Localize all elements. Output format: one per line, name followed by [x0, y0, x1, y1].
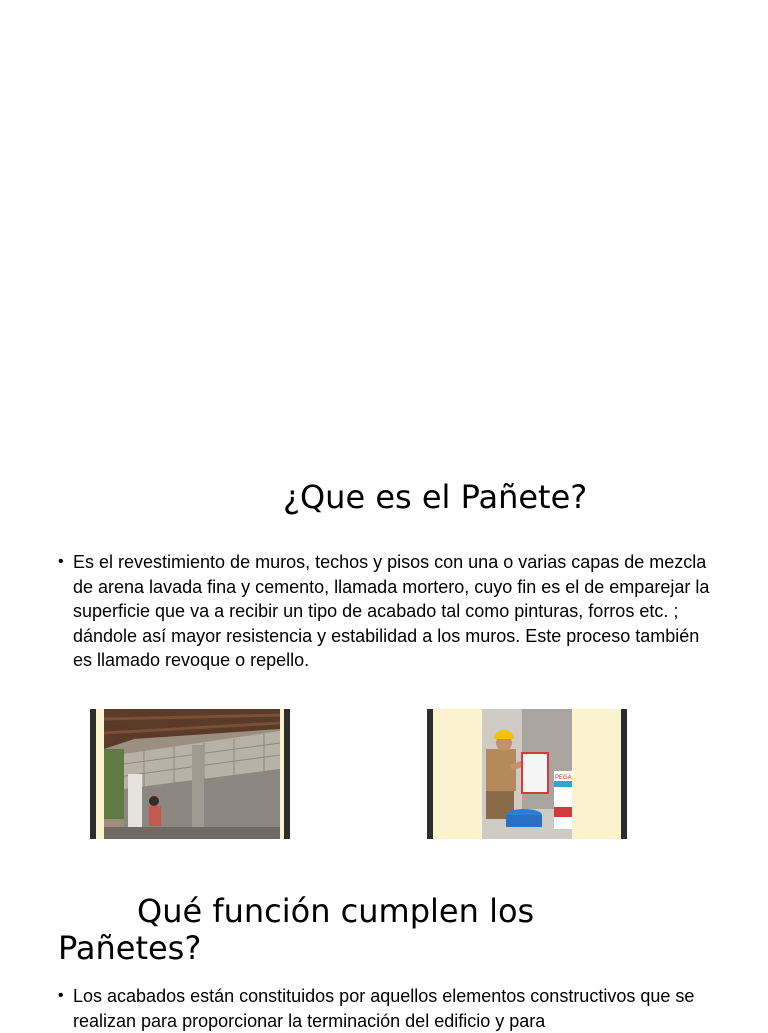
- definition-text: Es el revestimiento de muros, techos y pisos con una o varias capas de mezcla de arena lavada fina y cemento, llamada mortero, cuyo fin es el de emparejar la superficie que va a recibir un tipo de acabado tal como pinturas, forros etc. ; dándole así mayor resistencia y estabilidad a los muros. Este proceso también es llamado revoque o repello.: [73, 552, 710, 670]
- definition-bullet: [58, 550, 718, 673]
- bullet-dot: •: [58, 987, 64, 1004]
- worker-mortar-image: [482, 709, 572, 839]
- section2-title-line2: Pañetes?: [58, 929, 202, 967]
- bag-label: PEGA: [555, 775, 572, 781]
- worker-mortar-photo: [427, 709, 627, 839]
- bullet-dot: •: [58, 553, 64, 570]
- function-bullet: [58, 984, 718, 1033]
- section-title: ¿Que es el Pañete?: [283, 478, 588, 516]
- wall-plastering-photo: [90, 709, 290, 839]
- section2-title-line1: Qué función cumplen los: [137, 892, 535, 930]
- function-text: Los acabados están constituidos por aquellos elementos constructivos que se realizan para proporcionar la terminación del edificio y para: [73, 986, 695, 1031]
- wall-plastering-image: [104, 709, 280, 839]
